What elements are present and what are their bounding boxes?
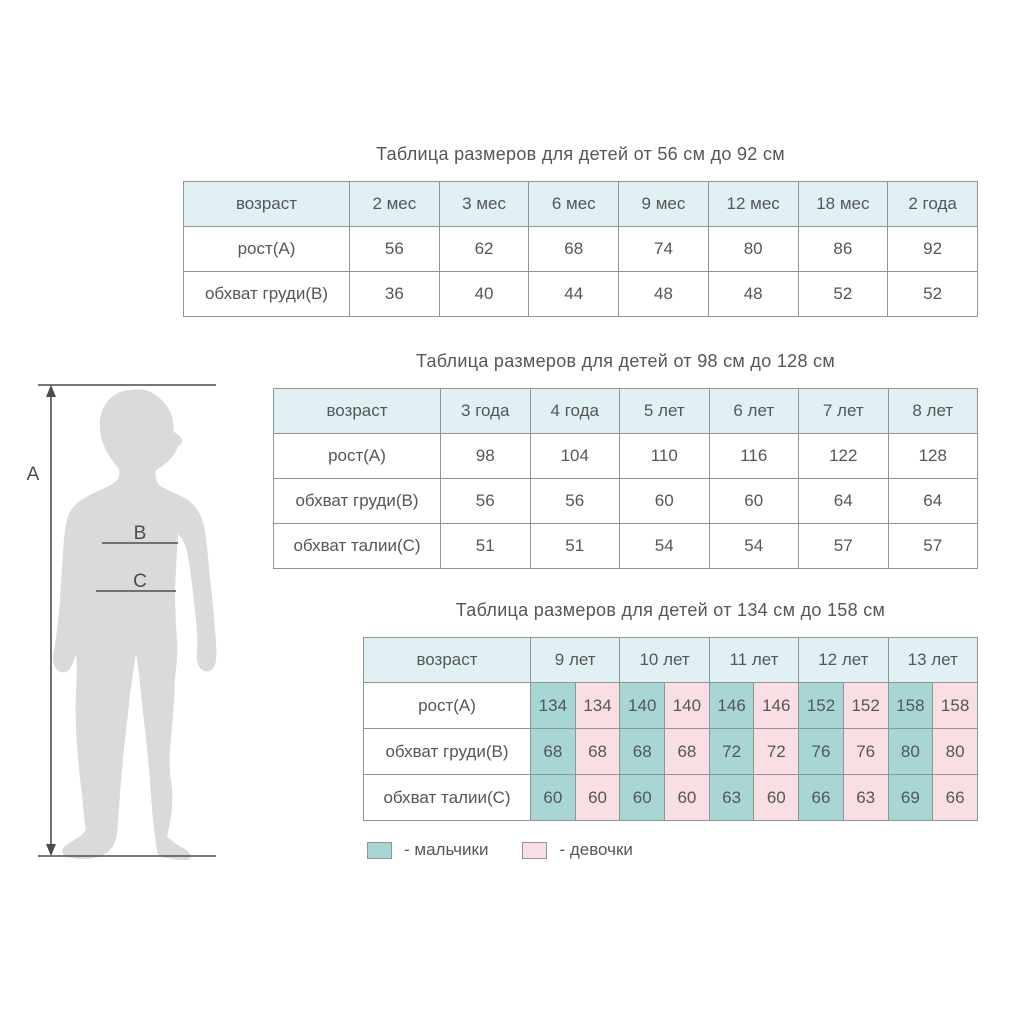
value-cell-girl: 152 bbox=[843, 683, 888, 729]
value-cell: 48 bbox=[708, 272, 798, 317]
label-a: A bbox=[26, 464, 40, 485]
value-cell: 104 bbox=[530, 434, 620, 479]
legend-item-boys bbox=[367, 840, 488, 860]
value-cell: 51 bbox=[441, 524, 531, 569]
legend bbox=[367, 840, 633, 860]
table-title: Таблица размеров для детей от 56 см до 92 см bbox=[376, 144, 785, 164]
column-header-cell: 6 мес bbox=[529, 182, 619, 227]
table-title: Таблица размеров для детей от 134 см до 158 см bbox=[455, 600, 886, 620]
value-cell: 51 bbox=[530, 524, 620, 569]
value-cell-boy: 60 bbox=[531, 775, 576, 821]
column-header-cell: 3 мес bbox=[439, 182, 529, 227]
row-label: обхват груди(B) bbox=[184, 272, 350, 317]
row-label: обхват груди(B) bbox=[364, 729, 531, 775]
value-cell: 40 bbox=[439, 272, 529, 317]
value-cell-boy: 66 bbox=[799, 775, 844, 821]
label-c: C bbox=[133, 571, 147, 592]
size-table-98-128 bbox=[273, 388, 978, 569]
value-cell: 74 bbox=[619, 227, 709, 272]
value-cell: 57 bbox=[888, 524, 978, 569]
column-header-cell: 12 мес bbox=[708, 182, 798, 227]
column-header-cell: 18 мес bbox=[798, 182, 888, 227]
age-header-cell: возраст bbox=[274, 389, 441, 434]
value-cell: 86 bbox=[798, 227, 888, 272]
boys-color-swatch bbox=[367, 842, 392, 859]
value-cell: 60 bbox=[709, 479, 799, 524]
value-cell: 68 bbox=[529, 227, 619, 272]
table-row bbox=[184, 272, 978, 317]
value-cell-boy: 63 bbox=[709, 775, 754, 821]
value-cell: 110 bbox=[620, 434, 710, 479]
table-row bbox=[274, 479, 978, 524]
value-cell: 92 bbox=[888, 227, 978, 272]
value-cell: 116 bbox=[709, 434, 799, 479]
value-cell: 52 bbox=[888, 272, 978, 317]
value-cell: 56 bbox=[441, 479, 531, 524]
child-silhouette-image bbox=[53, 389, 216, 860]
girls-color-swatch bbox=[522, 842, 547, 859]
row-label: обхват груди(B) bbox=[274, 479, 441, 524]
value-cell-boy: 68 bbox=[531, 729, 576, 775]
value-cell: 36 bbox=[350, 272, 440, 317]
table-row bbox=[274, 524, 978, 569]
value-cell-girl: 140 bbox=[665, 683, 710, 729]
arrow-up-icon bbox=[46, 385, 56, 397]
value-cell: 128 bbox=[888, 434, 978, 479]
row-label: рост(A) bbox=[184, 227, 350, 272]
value-cell: 64 bbox=[888, 479, 978, 524]
value-cell: 122 bbox=[799, 434, 889, 479]
column-header-cell: 9 мес bbox=[619, 182, 709, 227]
value-cell: 64 bbox=[799, 479, 889, 524]
value-cell-boy: 60 bbox=[620, 775, 665, 821]
value-cell: 48 bbox=[619, 272, 709, 317]
size-table-block-56-92 bbox=[183, 144, 978, 317]
value-cell-boy: 152 bbox=[799, 683, 844, 729]
value-cell-girl: 134 bbox=[575, 683, 620, 729]
age-header-cell: возраст bbox=[364, 638, 531, 683]
value-cell: 56 bbox=[350, 227, 440, 272]
column-header-cell: 12 лет bbox=[799, 638, 888, 683]
size-table-block-98-128 bbox=[273, 351, 978, 569]
value-cell-boy: 134 bbox=[531, 683, 576, 729]
value-cell-boy: 76 bbox=[799, 729, 844, 775]
value-cell-girl: 63 bbox=[843, 775, 888, 821]
column-header-cell: 13 лет bbox=[888, 638, 978, 683]
legend-item-girls bbox=[522, 840, 632, 860]
size-table-56-92 bbox=[183, 181, 978, 317]
table-row bbox=[364, 683, 978, 729]
column-header-cell: 4 года bbox=[530, 389, 620, 434]
value-cell: 80 bbox=[708, 227, 798, 272]
column-header-cell: 11 лет bbox=[709, 638, 798, 683]
table-row bbox=[184, 227, 978, 272]
value-cell-girl: 66 bbox=[933, 775, 978, 821]
value-cell-girl: 72 bbox=[754, 729, 799, 775]
value-cell-boy: 158 bbox=[888, 683, 933, 729]
arrow-down-icon bbox=[46, 844, 56, 856]
value-cell: 98 bbox=[441, 434, 531, 479]
size-table-block-134-158 bbox=[363, 600, 978, 821]
column-header-cell: 9 лет bbox=[531, 638, 620, 683]
value-cell: 54 bbox=[709, 524, 799, 569]
row-label: рост(A) bbox=[364, 683, 531, 729]
value-cell-boy: 146 bbox=[709, 683, 754, 729]
column-header-cell: 8 лет bbox=[888, 389, 978, 434]
value-cell-girl: 60 bbox=[665, 775, 710, 821]
table-row bbox=[364, 775, 978, 821]
value-cell-girl: 68 bbox=[575, 729, 620, 775]
value-cell-boy: 69 bbox=[888, 775, 933, 821]
value-cell-girl: 76 bbox=[843, 729, 888, 775]
value-cell: 60 bbox=[620, 479, 710, 524]
column-header-cell: 7 лет bbox=[799, 389, 889, 434]
value-cell-girl: 146 bbox=[754, 683, 799, 729]
value-cell-girl: 158 bbox=[933, 683, 978, 729]
value-cell-boy: 80 bbox=[888, 729, 933, 775]
row-label: обхват талии(C) bbox=[274, 524, 441, 569]
label-b: B bbox=[133, 523, 147, 544]
column-header-cell: 5 лет bbox=[620, 389, 710, 434]
column-header-cell: 2 года bbox=[888, 182, 978, 227]
column-header-cell: 10 лет bbox=[620, 638, 709, 683]
boys-label: - мальчики bbox=[404, 840, 489, 859]
measurement-figure bbox=[20, 368, 265, 878]
table-row bbox=[274, 434, 978, 479]
column-header-cell: 3 года bbox=[441, 389, 531, 434]
row-label: обхват талии(C) bbox=[364, 775, 531, 821]
value-cell: 54 bbox=[620, 524, 710, 569]
value-cell: 52 bbox=[798, 272, 888, 317]
table-title: Таблица размеров для детей от 98 см до 128 см bbox=[415, 351, 836, 371]
value-cell-boy: 140 bbox=[620, 683, 665, 729]
value-cell: 44 bbox=[529, 272, 619, 317]
value-cell-boy: 68 bbox=[620, 729, 665, 775]
value-cell-girl: 60 bbox=[575, 775, 620, 821]
value-cell-girl: 68 bbox=[665, 729, 710, 775]
value-cell: 62 bbox=[439, 227, 529, 272]
value-cell-girl: 60 bbox=[754, 775, 799, 821]
value-cell-girl: 80 bbox=[933, 729, 978, 775]
row-label: рост(A) bbox=[274, 434, 441, 479]
value-cell: 57 bbox=[799, 524, 889, 569]
column-header-cell: 2 мес bbox=[350, 182, 440, 227]
value-cell: 56 bbox=[530, 479, 620, 524]
age-header-cell: возраст bbox=[184, 182, 350, 227]
table-row bbox=[364, 729, 978, 775]
value-cell-boy: 72 bbox=[709, 729, 754, 775]
column-header-cell: 6 лет bbox=[709, 389, 799, 434]
size-table-134-158 bbox=[363, 637, 978, 821]
girls-label: - девочки bbox=[559, 840, 633, 859]
